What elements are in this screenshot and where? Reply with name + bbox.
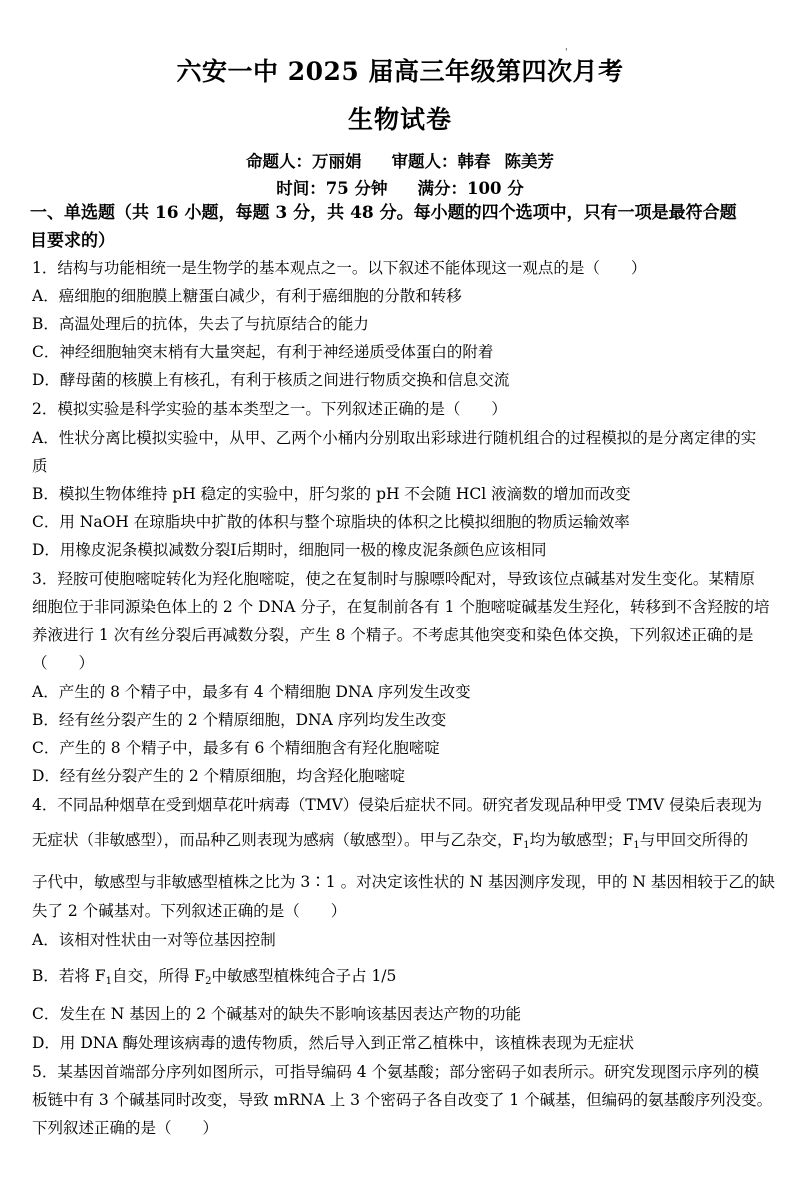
q2-option-d: D．用橡皮泥条模拟减数分裂Ⅰ后期时，细胞同一极的橡皮泥条颜色应该相同 [32, 541, 547, 559]
q4-option-c: C．发生在 N 基因上的 2 个碱基对的缺失不影响该基因表达产物的功能 [32, 1005, 521, 1023]
q4-option-b-post: 中敏感型植株纯合子占 1/5 [211, 967, 397, 985]
q1-option-a: A．癌细胞的细胞膜上糖蛋白减少，有利于癌细胞的分散和转移 [32, 287, 462, 305]
exam-subtitle: 生物试卷 [347, 105, 452, 134]
q1-option-b: B．高温处理后的抗体，失去了与抗原结合的能力 [32, 315, 369, 333]
q4-stem-line2 [32, 830, 777, 856]
exam-title: 六安一中 2025 届高三年级第四次月考 [176, 57, 624, 86]
section-heading-line1: 一、单选题（共 16 小题，每题 3 分，共 48 分。每小题的四个选项中，只有一项是最符合题 [30, 203, 737, 223]
q4-option-d: D．用 DNA 酶处理该病毒的遗传物质，然后导入到正常乙植株中，该植株表现为无症状 [32, 1034, 634, 1052]
q4-stem-line2-mid: 均为敏感型；F [529, 831, 634, 849]
q3-stem-line1: 3．羟胺可使胞嘧啶转化为羟化胞嘧啶，使之在复制时与腺嘌呤配对，导致该位点碱基对发生变化。某精原 [32, 570, 755, 588]
q3-option-d: D．经有丝分裂产生的 2 个精原细胞，均含羟化胞嘧啶 [32, 767, 406, 785]
q1-option-d: D．酵母菌的核膜上有核孔，有利于核质之间进行物质交换和信息交流 [32, 371, 510, 389]
q4-stem-line4: 失了 2 个碱基对。下列叙述正确的是（ ） [32, 902, 347, 920]
q4-f1-subscript: 1 [523, 840, 530, 851]
q4-stem-line1: 4．不同品种烟草在受到烟草花叶病毒（TMV）侵染后症状不同。研究者发现品种甲受 TMV 侵染后表现为 [32, 796, 763, 814]
q1-option-c: C．神经细胞轴突末梢有大量突起，有利于神经递质受体蛋白的附着 [32, 343, 494, 361]
q5-stem-line1: 5．某基因首端部分序列如图所示，可指导编码 4 个氨基酸；部分密码子如表所示。研究发现图示序列的模 [32, 1063, 760, 1081]
section-heading-line2: 目要求的） [30, 231, 115, 251]
section-heading [30, 199, 775, 255]
exam-authors [0, 148, 800, 172]
q2-stem: 2．模拟实验是科学实验的基本类型之一。下列叙述正确的是（ ） [32, 400, 507, 418]
q3-option-c: C．产生的 8 个精子中，最多有 6 个精细胞含有羟化胞嘧啶 [32, 739, 440, 757]
q3-stem-line2: 细胞位于非同源染色体上的 2 个 DNA 分子，在复制前各有 1 个胞嘧啶碱基发生羟化，转移到不含羟胺的培 [32, 598, 770, 616]
time-label: 时间：75 分钟 [276, 179, 388, 198]
q4-stem-line2-pre: 无症状（非敏感型），而品种乙则表现为感病（敏感型）。甲与乙杂交，F [32, 831, 524, 849]
q3-option-b: B．经有丝分裂产生的 2 个精原细胞，DNA 序列均发生改变 [32, 711, 447, 729]
q5-stem-line2: 板链中有 3 个碱基同时改变，导致 mRNA 上 3 个密码子各自改变了 1 个碱基，但编码的氨基酸序列没变。 [32, 1091, 773, 1109]
q2-option-a-line2: 质 [32, 457, 48, 475]
exam-time-score [0, 175, 800, 199]
reviewer-label: 审题人：韩春 [391, 152, 491, 171]
q2-option-b: B．模拟生物体维持 pH 稳定的实验中，肝匀浆的 pH 不会随 HCl 液滴数的增加而改变 [32, 485, 631, 503]
score-label: 满分：100 分 [417, 179, 524, 198]
q2-option-a-line1: A．性状分离比模拟实验中，从甲、乙两个小桶内分别取出彩球进行随机组合的过程模拟的是分离定律的实 [32, 429, 757, 447]
q3-stem-line4: （ ） [32, 654, 95, 672]
q5-stem-line3: 下列叙述正确的是（ ） [32, 1119, 219, 1137]
corner-mark: ' [565, 48, 568, 58]
q4-option-b [32, 966, 777, 992]
reviewer2-name: 陈美芳 [504, 152, 554, 171]
q4-stem-line3: 子代中，敏感型与非敏感型植株之比为 3∶1 。对决定该性状的 N 基因测序发现，甲的 N 基因相较于乙的缺 [32, 873, 775, 891]
q4-b-f1-subscript: 1 [105, 976, 112, 987]
q4-b-f2-subscript: 2 [205, 976, 212, 987]
q4-stem-line2-post: 与甲回交所得的 [639, 831, 749, 849]
q1-stem: 1．结构与功能相统一是生物学的基本观点之一。以下叙述不能体现这一观点的是（ ） [32, 259, 647, 277]
q4-option-a: A．该相对性状由一对等位基因控制 [32, 931, 276, 949]
q3-stem-line3: 养液进行 1 次有丝分裂后再减数分裂，产生 8 个精子。不考虑其他突变和染色体交换，下列叙述正确的是 [32, 626, 754, 644]
q4-option-b-mid: 自交，所得 F [111, 967, 206, 985]
q2-option-c: C．用 NaOH 在琼脂块中扩散的体积与整个琼脂块的体积之比模拟细胞的物质运输效率 [32, 513, 630, 531]
q4-option-b-pre: B．若将 F [32, 967, 106, 985]
q4-f1-subscript-2: 1 [633, 840, 640, 851]
setter-label: 命题人：万丽娟 [246, 152, 362, 171]
q3-option-a: A．产生的 8 个精子中，最多有 4 个精细胞 DNA 序列发生改变 [32, 683, 471, 701]
